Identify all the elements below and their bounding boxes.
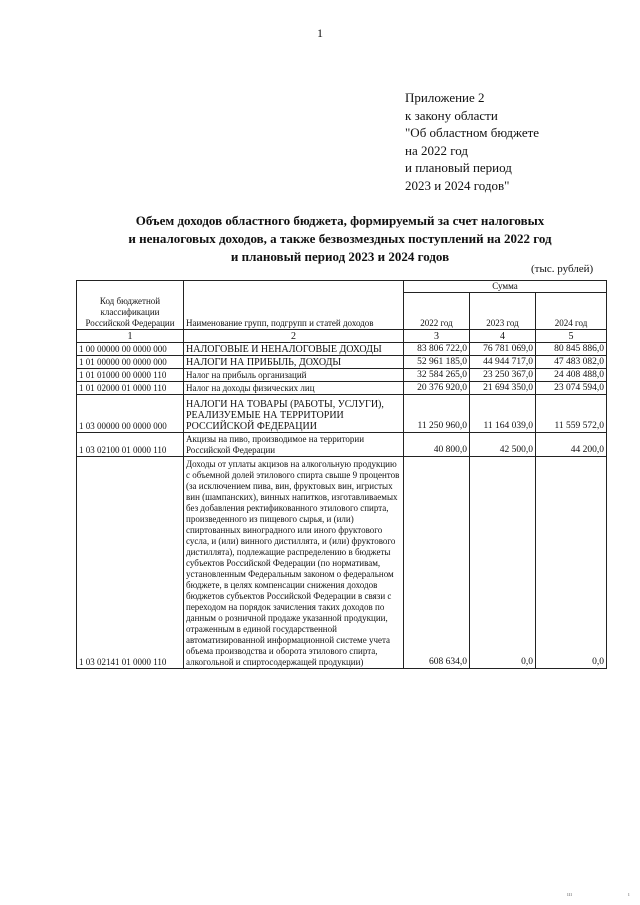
row-name: Доходы от уплаты акцизов на алкогольную продукцию с объемной долей этилового спирта свыше 9 процентов (за исключением пива, вин, фруктовых вин, игристых вин (шампанских), винных напитков, изготавливаемых без добавления ректификованного этилового спирта, произведенного из пищевого сырья, и (или) спиртованных виноградного или иного фруктового сусла, и (или) винного дистиллята, и (или) фруктового дистиллята), подлежащие распределению в бюджеты субъектов Российской Федерации (по нормативам, установленным Федеральным законом о федеральном бюджете, в целях компенсации снижения доходов бюджетов субъектов Российской Федерации в связи с переходом на порядок зачисления таких доходов по данным о розничной продаже указанной продукции, отраженным в единой государственной автоматизированной информационной системе учета объема производства и оборота этилового спирта, алкогольной и спиртосодержащей продукции) bbox=[184, 457, 404, 669]
title-line: Объем доходов областного бюджета, формируемый за счет налоговых bbox=[135, 213, 545, 228]
row-name: Налог на доходы физических лиц bbox=[184, 382, 404, 395]
column-number: 2 bbox=[184, 330, 404, 343]
row-code: 1 03 02141 01 0000 110 bbox=[77, 457, 184, 669]
row-value-2023: 0,0 bbox=[470, 457, 536, 669]
row-name: Акцизы на пиво, производимое на территории Российской Федерации bbox=[184, 433, 404, 457]
document-title bbox=[70, 212, 610, 266]
column-number: 3 bbox=[404, 330, 470, 343]
row-name: НАЛОГИ НА ТОВАРЫ (РАБОТЫ, УСЛУГИ), РЕАЛИЗУЕМЫЕ НА ТЕРРИТОРИИ РОССИЙСКОЙ ФЕДЕРАЦИИ bbox=[184, 395, 404, 433]
row-value-2022: 20 376 920,0 bbox=[404, 382, 470, 395]
header-year-2024: 2024 год bbox=[536, 293, 607, 330]
scan-mark: ı bbox=[628, 892, 630, 898]
table-row bbox=[77, 369, 607, 382]
row-value-2024: 80 845 886,0 bbox=[536, 343, 607, 356]
row-code: 1 03 02100 01 0000 110 bbox=[77, 433, 184, 457]
table-row bbox=[77, 382, 607, 395]
row-value-2023: 11 164 039,0 bbox=[470, 395, 536, 433]
row-value-2022: 52 961 185,0 bbox=[404, 356, 470, 369]
row-name: НАЛОГОВЫЕ И НЕНАЛОГОВЫЕ ДОХОДЫ bbox=[184, 343, 404, 356]
header-year-2023: 2023 год bbox=[470, 293, 536, 330]
revenue-table bbox=[76, 280, 607, 669]
row-value-2022: 83 806 722,0 bbox=[404, 343, 470, 356]
page-number: 1 bbox=[317, 26, 323, 40]
table-row bbox=[77, 457, 607, 669]
row-value-2023: 76 781 069,0 bbox=[470, 343, 536, 356]
appendix-line: к закону области bbox=[405, 107, 498, 123]
table-row bbox=[77, 343, 607, 356]
table-row bbox=[77, 356, 607, 369]
row-value-2022: 32 584 265,0 bbox=[404, 369, 470, 382]
column-number: 5 bbox=[536, 330, 607, 343]
row-value-2023: 21 694 350,0 bbox=[470, 382, 536, 395]
row-name: Налог на прибыль организаций bbox=[184, 369, 404, 382]
row-value-2024: 24 408 488,0 bbox=[536, 369, 607, 382]
table-row bbox=[77, 395, 607, 433]
appendix-line: Приложение 2 bbox=[405, 90, 485, 105]
row-value-2022: 40 800,0 bbox=[404, 433, 470, 457]
header-sum: Сумма bbox=[404, 281, 607, 293]
appendix-line: на 2022 год bbox=[405, 142, 468, 158]
row-value-2024: 44 200,0 bbox=[536, 433, 607, 457]
appendix-line: "Об областном бюджете bbox=[405, 125, 540, 140]
column-number: 4 bbox=[470, 330, 536, 343]
header-code: Код бюджетной классификации Российской Федерации bbox=[77, 281, 184, 330]
row-value-2023: 23 250 367,0 bbox=[470, 369, 536, 382]
column-numbers-row bbox=[77, 330, 607, 343]
row-value-2023: 42 500,0 bbox=[470, 433, 536, 457]
row-value-2024: 11 559 572,0 bbox=[536, 395, 607, 433]
scan-mark: ııı bbox=[567, 892, 573, 898]
row-value-2022: 608 634,0 bbox=[404, 457, 470, 669]
title-line: и плановый период 2023 и 2024 годов bbox=[230, 249, 450, 264]
row-code: 1 01 02000 01 0000 110 bbox=[77, 382, 184, 395]
column-number: 1 bbox=[77, 330, 184, 343]
appendix-line: 2023 и 2024 годов" bbox=[405, 177, 510, 193]
header-name: Наименование групп, подгрупп и статей доходов bbox=[184, 281, 404, 330]
appendix-note bbox=[405, 89, 539, 194]
row-value-2022: 11 250 960,0 bbox=[404, 395, 470, 433]
header-year-2022: 2022 год bbox=[404, 293, 470, 330]
row-code: 1 01 01000 00 0000 110 bbox=[77, 369, 184, 382]
row-value-2024: 23 074 594,0 bbox=[536, 382, 607, 395]
row-code: 1 00 00000 00 0000 000 bbox=[77, 343, 184, 356]
row-value-2023: 44 944 717,0 bbox=[470, 356, 536, 369]
title-line: и неналоговых доходов, а также безвозмездных поступлений на 2022 год bbox=[128, 231, 552, 246]
appendix-line: и плановый период bbox=[405, 160, 512, 175]
row-value-2024: 47 483 082,0 bbox=[536, 356, 607, 369]
table-header-row bbox=[77, 281, 607, 293]
row-code: 1 01 00000 00 0000 000 bbox=[77, 356, 184, 369]
table-row bbox=[77, 433, 607, 457]
row-value-2024: 0,0 bbox=[536, 457, 607, 669]
row-code: 1 03 00000 00 0000 000 bbox=[77, 395, 184, 433]
row-name: НАЛОГИ НА ПРИБЫЛЬ, ДОХОДЫ bbox=[184, 356, 404, 369]
units-label: (тыс. рублей) bbox=[531, 263, 594, 275]
